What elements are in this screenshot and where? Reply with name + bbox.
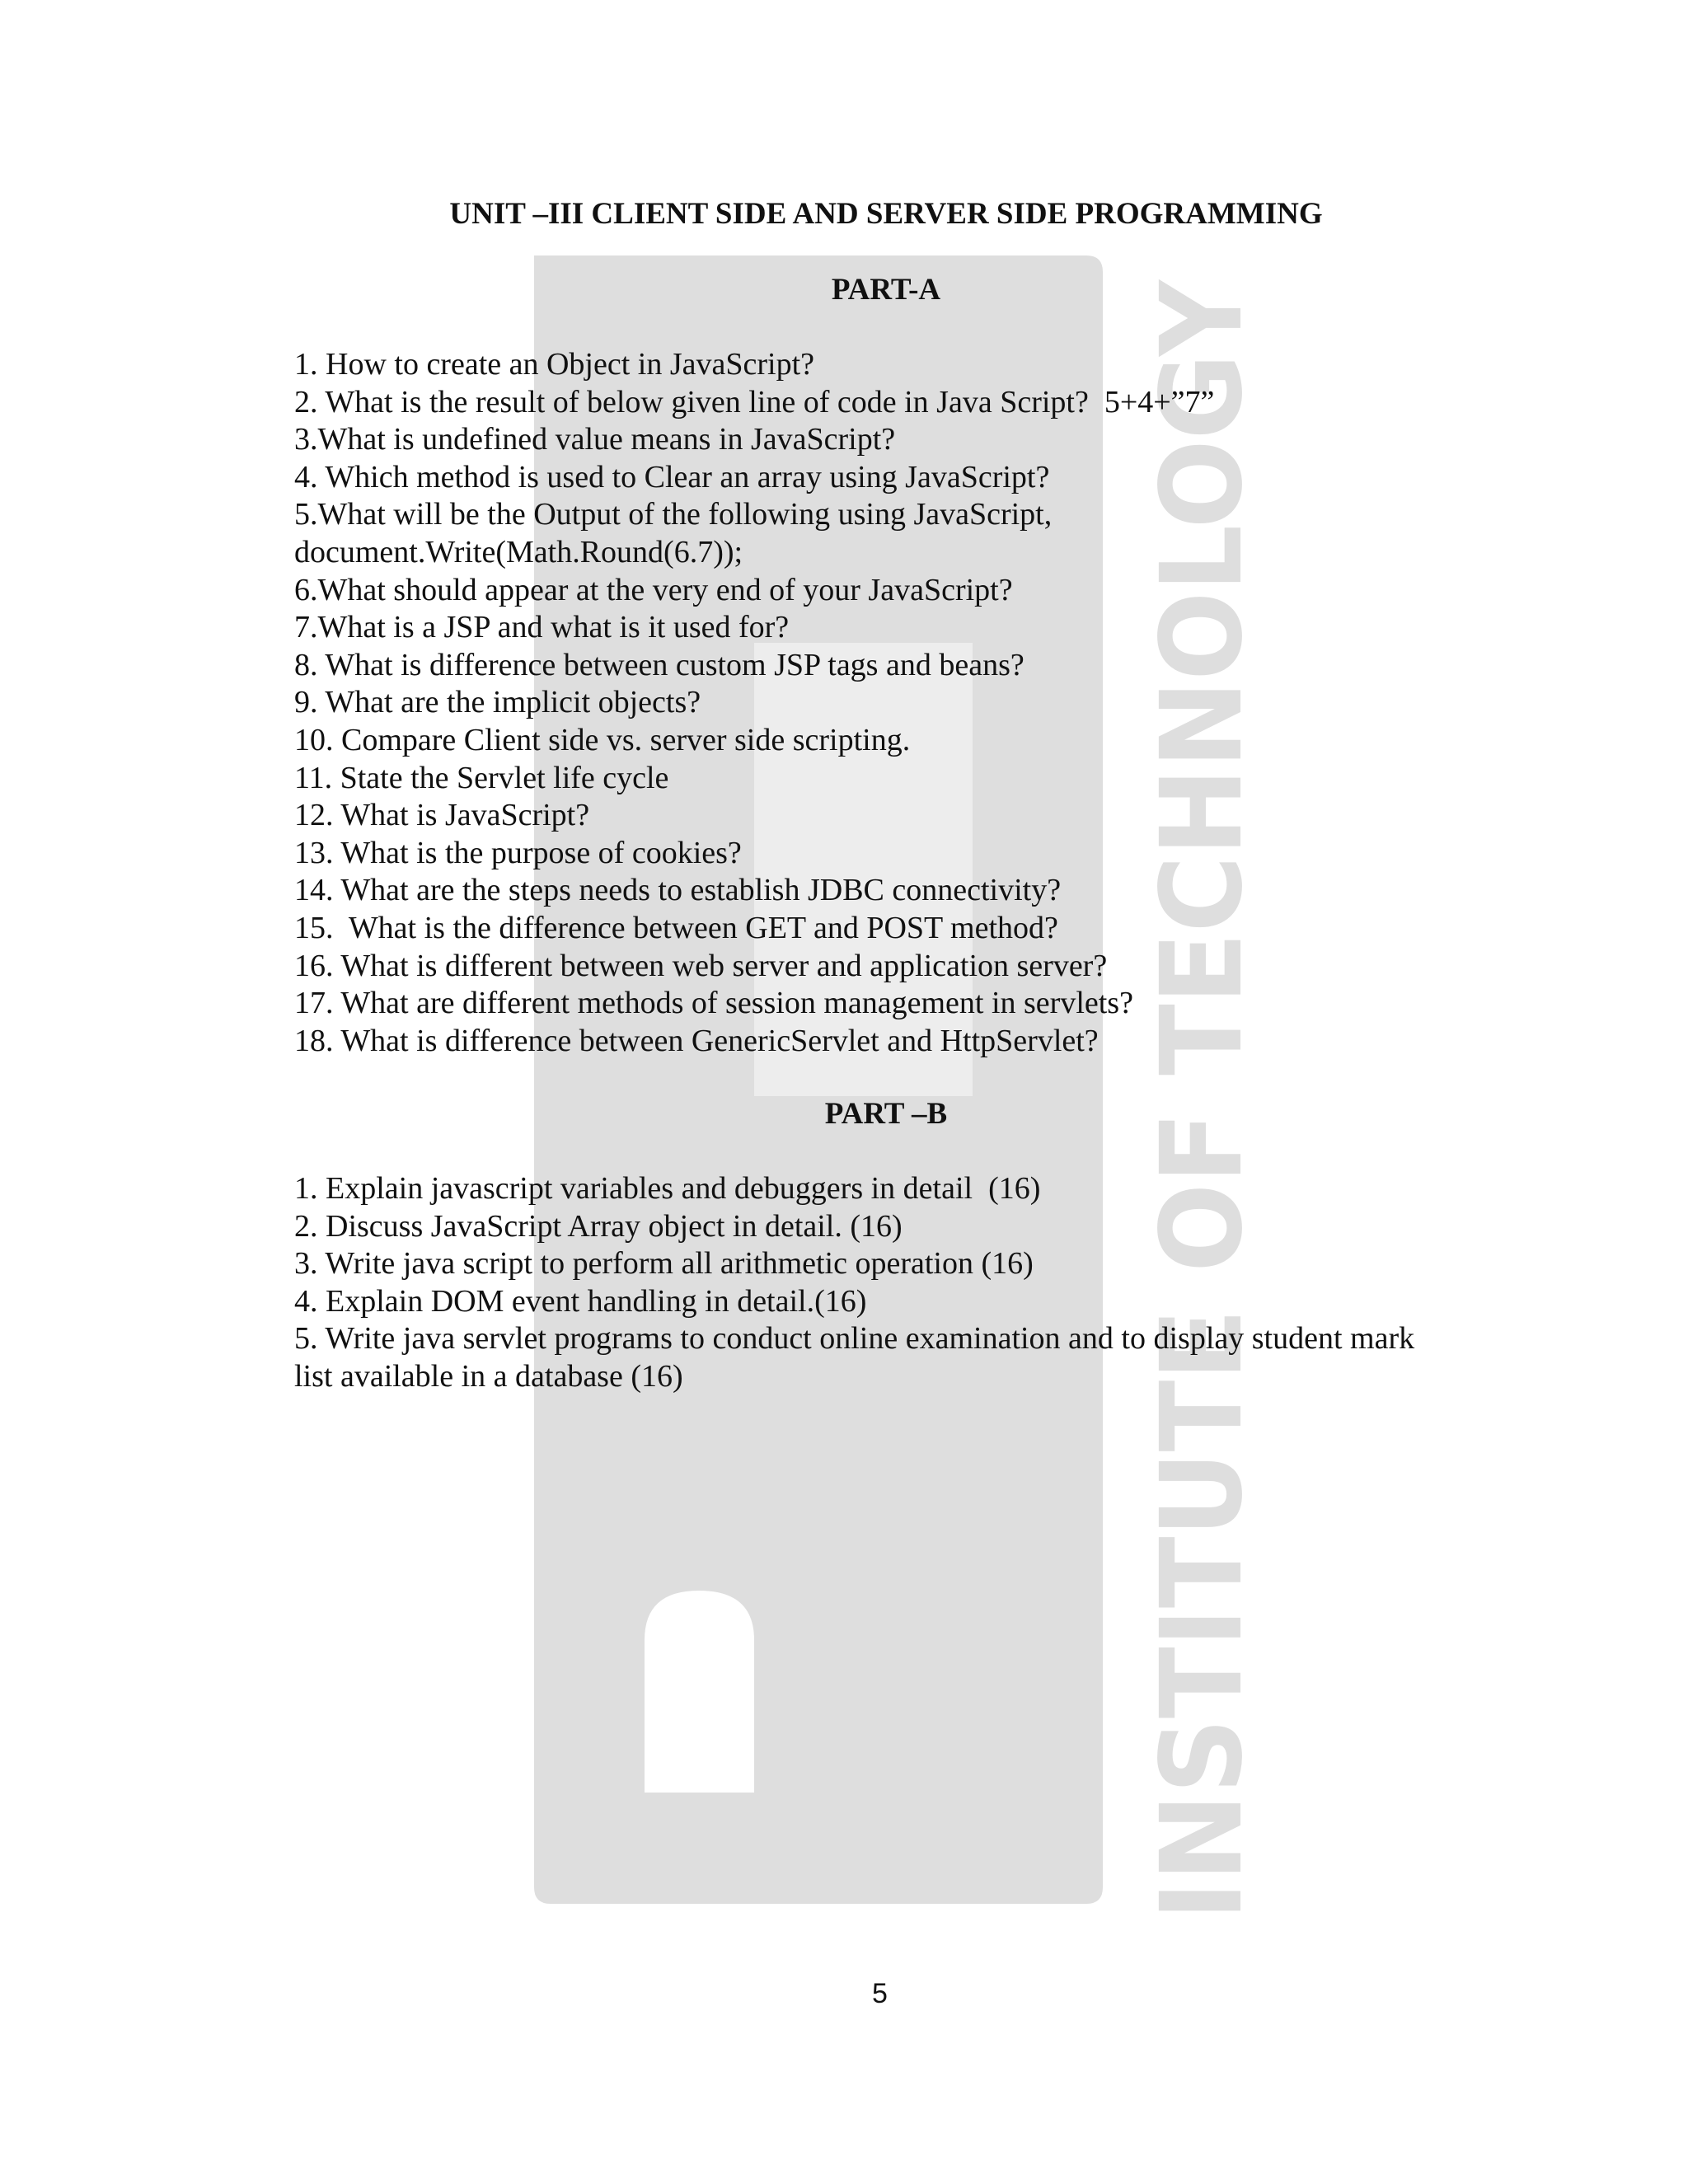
list-item: 5. Write java servlet programs to conduct online examination and to display student mark [294,1321,1415,1357]
list-item: 2. What is the result of below given line of code in Java Script? 5+4+”7” [294,384,1215,419]
page-number: 5 [872,1978,888,2009]
list-item: 14. What are the steps needs to establish JDBC connectivity? [294,873,1062,908]
part-a-question-list [294,346,1531,1060]
list-item: 3. Write java script to perform all arithmetic operation (16) [294,1246,1034,1282]
part-b-heading: PART –B [824,1097,948,1131]
list-item: 10. Compare Client side vs. server side scripting. [294,722,911,757]
list-item: 1. How to create an Object in JavaScript? [294,347,814,382]
list-item: 3.What is undefined value means in JavaScript? [294,422,896,457]
list-item: 4. Explain DOM event handling in detail.(16) [294,1283,867,1319]
watermark-text: INSTITUTE OF TECHNOLOGY [1137,163,1268,1920]
list-item: 1. Explain javascript variables and debuggers in detail (16) [294,1171,1041,1206]
list-item-continuation: document.Write(Math.Round(6.7)); [294,534,743,569]
list-item: 12. What is JavaScript? [294,798,590,833]
list-item: 5.What will be the Output of the following using JavaScript, [294,497,1053,532]
list-item: 2. Discuss JavaScript Array object in detail. (16) [294,1208,903,1244]
unit-title: UNIT –III CLIENT SIDE AND SERVER SIDE PROGRAMMING [449,197,1323,231]
list-item: 18. What is difference between GenericServlet and HttpServlet? [294,1023,1099,1058]
part-a-heading: PART-A [831,273,941,307]
list-item: 15. What is the difference between GET and POST method? [294,910,1058,945]
part-b-question-list [294,1170,1531,1396]
list-item: 11. State the Servlet life cycle [294,760,669,795]
list-item: 4. Which method is used to Clear an array using JavaScript? [294,459,1050,494]
list-item: 17. What are different methods of session management in servlets? [294,986,1133,1021]
list-item: 6.What should appear at the very end of your JavaScript? [294,572,1013,607]
list-item-continuation: list available in a database (16) [294,1358,683,1394]
list-item: 9. What are the implicit objects? [294,685,701,720]
list-item: 13. What is the purpose of cookies? [294,835,742,870]
list-item: 7.What is a JSP and what is it used for? [294,610,790,645]
list-item: 16. What is different between web server and application server? [294,948,1108,983]
list-item: 8. What is difference between custom JSP tags and beans? [294,647,1025,682]
